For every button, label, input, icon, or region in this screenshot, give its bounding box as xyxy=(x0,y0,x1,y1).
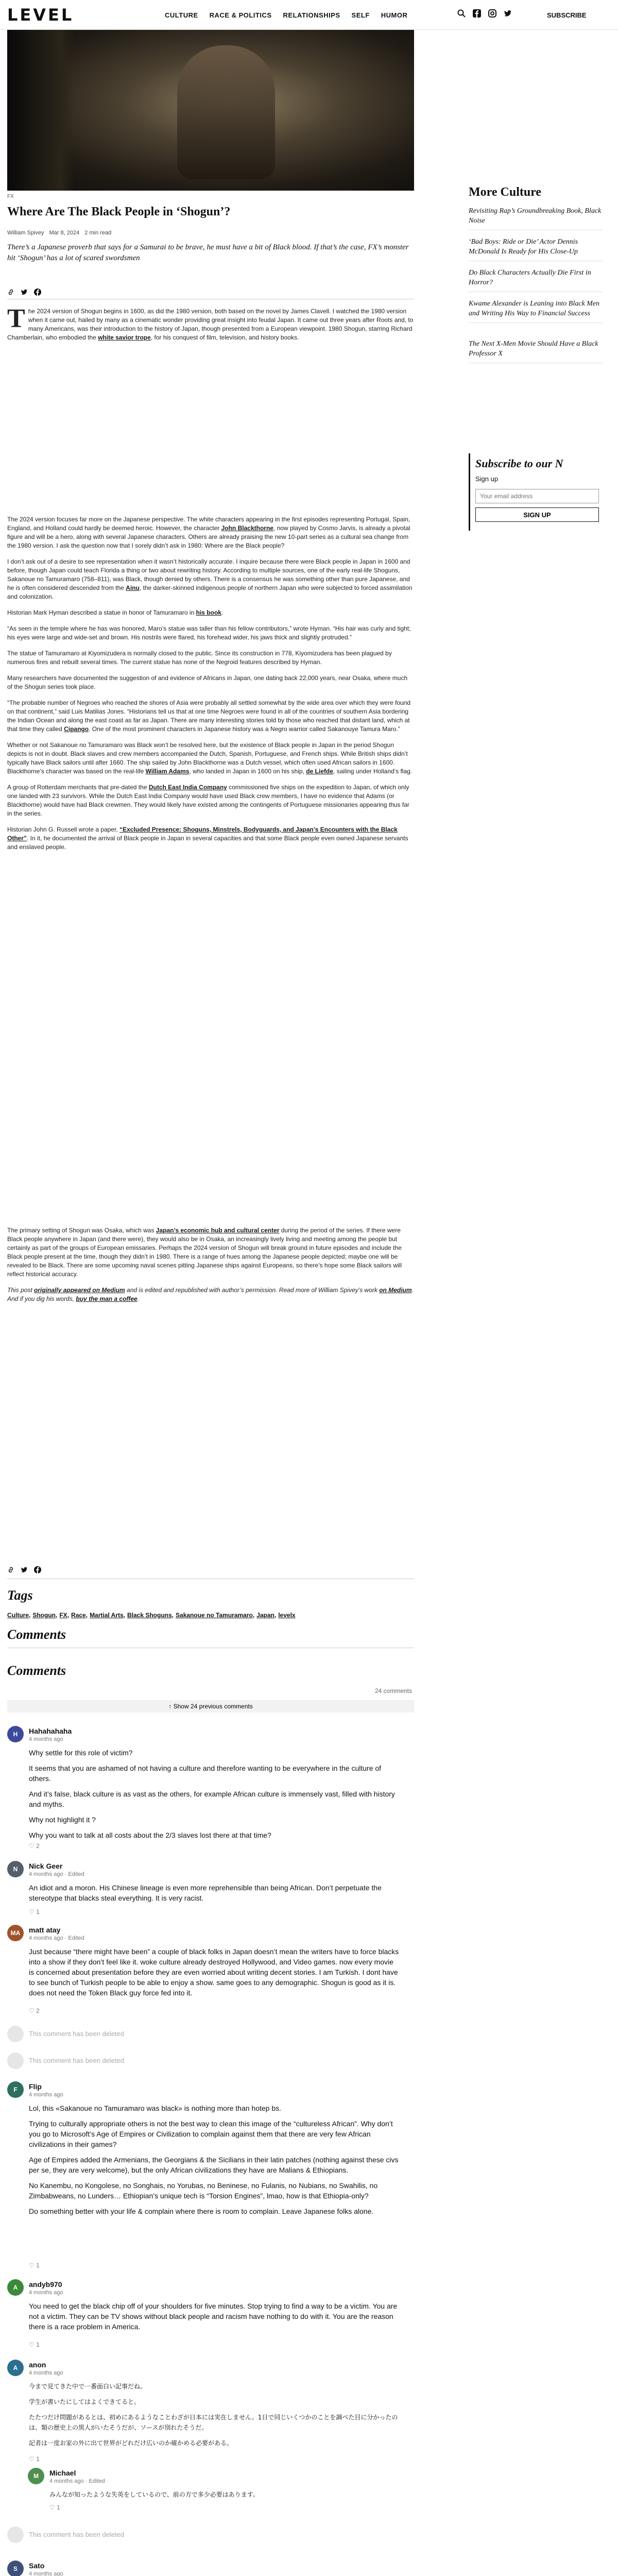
twitter-icon[interactable] xyxy=(504,9,512,20)
tag-shogun[interactable]: Shogun, xyxy=(32,1612,58,1619)
nav-relationships[interactable]: RELATIONSHIPS xyxy=(283,11,340,19)
comment xyxy=(7,1861,414,1918)
deleted-comment xyxy=(7,2024,414,2044)
paragraph-10: A group of Rotterdam merchants that pre-dated the Dutch East India Company commissioned five ships on the expedition to Japan, of which only one landed with 23 survivors. While the Dutch East India Company would have used Black crew members, I have no evidence that Adams (or Blackthorne) would have had Black crewmen. They would likely have existed among the contingents of Portuguese missionaries appearing thus far in the series. xyxy=(7,784,409,817)
sidebar-item-1[interactable]: Revisiting Rap’s Groundbreaking Book, Black Noise xyxy=(469,206,603,230)
comment-author[interactable]: matt atay xyxy=(29,1926,61,1934)
like-button[interactable]: ♡ 1 xyxy=(29,2262,40,2269)
comment-author[interactable]: Sato xyxy=(29,2562,45,2570)
comment xyxy=(7,2360,414,2463)
like-button[interactable]: ♡ 1 xyxy=(29,2455,40,2463)
comment-reply xyxy=(28,2468,414,2519)
like-button[interactable]: ♡ 1 xyxy=(29,2341,40,2348)
site-logo[interactable]: LEVEL xyxy=(7,5,74,25)
comment xyxy=(7,2279,414,2351)
comment-time: 4 months ago xyxy=(29,2370,63,2376)
paragraph-9: Whether or not Sakanoue no Tamuramaro was Black won’t be resolved here, but the existence of Black people in Japan in the period Shogun depicts is not in doubt. Black slaves and crew members accompanied the Dutch, Spanish, Portuguese, and French ships. While British ships didn’t typically have Black sailors until after 1660. The ship sailed by John Blackthorne was a Dutch vessel, which often used African sailors in 1600. Blackthorne’s character was based on the real-life William Adams, who landed in Japan in 1600 on his ship, de Liefde, sailing under Holland’s flag. xyxy=(7,741,413,775)
avatar: S xyxy=(7,2561,24,2576)
tag-japan[interactable]: Japan, xyxy=(256,1612,277,1619)
paragraph-6: The statue of Tamuramaro at Kiyomizudera is normally closed to the public. Since its construction in 778, Kiyomizudera has been plagued by numerous fires and rebuilt several times. The current statue has none of the Negroid features described by Hyman. xyxy=(7,650,392,666)
comment xyxy=(7,1925,414,2018)
cipango-link[interactable]: Cipango xyxy=(64,725,89,733)
hero-figure xyxy=(177,45,275,179)
instagram-icon[interactable] xyxy=(488,9,496,20)
comment-time: 4 months ago xyxy=(29,2290,63,2296)
byline xyxy=(7,230,111,236)
medium-origin-link[interactable]: originally appeared on Medium xyxy=(34,1286,125,1294)
tag-fx[interactable]: FX, xyxy=(59,1612,70,1619)
like-button[interactable]: ♡ 2 xyxy=(29,2007,40,2014)
tag-culture[interactable]: Culture, xyxy=(7,1612,31,1619)
avatar: A xyxy=(7,2360,24,2376)
nav-humor[interactable]: HUMOR xyxy=(381,11,408,19)
newsletter-subtext: Sign up xyxy=(475,475,499,483)
comment-author[interactable]: Hahahahaha xyxy=(29,1727,72,1735)
share-bar xyxy=(7,289,41,297)
dutch-east-india-link[interactable]: Dutch East India Company xyxy=(148,784,227,791)
comment-time: 4 months ago xyxy=(29,1736,63,1742)
paragraph-11: Historian John G. Russell wrote a paper, “Excluded Presence: Shoguns, Minstrels, Bodyguards, and Japan’s Encounters with the Black Other”. In it, he documented the arrival of Black people in Japan in several capacities and that some Black people even owned Japanese servants and enslaved people. xyxy=(7,826,408,851)
hero-shadow xyxy=(7,30,74,191)
excluded-presence-link[interactable]: “Excluded Presence: Shoguns, Minstrels, Bodyguards, and Japan’s Encounters with the Black Other” xyxy=(7,826,398,842)
comment-count: 24 comments xyxy=(374,1687,412,1694)
comment-time: 4 months ago · Edited xyxy=(49,2478,105,2484)
deleted-comment-text: This comment has been deleted xyxy=(29,2531,124,2538)
like-button[interactable]: ♡ 2 xyxy=(29,1842,40,1850)
comment-body: Why settle for this role of victim? It seems that you are ashamed of not having a culture and therefore wanting to be everywhere in the culture of others. And it’s false, black culture is as vast as the others, for example African culture is immensely vast, filled with history and myths. Why not highlight it ? Why you want to talk at all costs about the 2/3 slaves lost there at that time? xyxy=(29,1749,395,1839)
sidebar-item-5[interactable]: The Next X-Men Movie Should Have a Black Professor X xyxy=(469,339,603,363)
tag-list xyxy=(7,1612,296,1619)
paragraph-8: “The probable number of Negroes who reached the shores of Asia were probably all settled somewhat by the wide area over which they were found on that continent,” said Luis Matilias Jones. “Historians tell us that at one time Negroes were found in all of the countries of southern Asia bordering the Indian Ocean and along the east coast as far as Japan. There are many interesting stories told by those who reached that distant land, which at that time they called Cipango. One of the most prominent characters in Japanese history was a Negro warrior called Sakanouye Tamura Maro.” xyxy=(7,699,411,733)
deleted-comment-text: This comment has been deleted xyxy=(29,2030,124,2038)
sidebar-item-3[interactable]: Do Black Characters Actually Die First in Horror? xyxy=(469,268,603,292)
facebook-icon[interactable] xyxy=(473,9,481,20)
comment-author[interactable]: Flip xyxy=(29,2082,42,2091)
comments-section-heading: Comments xyxy=(7,1663,66,1678)
comment-time: 4 months ago · Edited xyxy=(29,1871,84,1877)
facebook-share-icon[interactable] xyxy=(34,1566,41,1575)
tags-heading: Tags xyxy=(7,1588,33,1603)
facebook-share-icon[interactable] xyxy=(34,289,41,297)
newsletter-box xyxy=(469,453,603,531)
article-intro xyxy=(7,304,414,342)
footer-share-bar xyxy=(7,1566,41,1575)
comment-body: みんなが知ったような失英をしているので、前の方で多少必要はあります。 xyxy=(49,2491,259,2498)
main-nav xyxy=(165,11,407,19)
avatar: M xyxy=(28,2468,44,2484)
sidebar-item-2[interactable]: ‘Bad Boys: Ride or Die’ Actor Dennis McDonald Is Ready for His Close-Up xyxy=(469,237,603,261)
like-button[interactable]: ♡ 1 xyxy=(49,2504,60,2511)
paragraph-1: The 2024 version of Shogun begins in 1600, as did the 1980 version, both based on the novel by James Clavell. I watched the 1980 version when it came out, hailed by many as a cinematic wonder providing great insight into feudal Japan. It came out three years after Roots and, to many Americans, was their introduction to the history of Japan, though presented from a European viewpoint. 1980 Shogun, starring Richard Chamberlain, who embodied the white savior trope, for his conquest of film, television, and history books. xyxy=(7,304,414,341)
comment xyxy=(7,2561,414,2576)
sidebar-title: More Culture xyxy=(469,185,542,199)
read-time: 2 min read xyxy=(84,230,112,236)
author-name[interactable]: William Spivey xyxy=(7,230,44,236)
image-caption: FX xyxy=(7,194,14,199)
paragraph-7: Many researchers have documented the suggestion of and evidence of Africans in Japan, one dating back 22,000 years, near Osaka, where much of the Shogun series took place. xyxy=(7,674,408,690)
avatar: F xyxy=(7,2081,24,2098)
link-icon[interactable] xyxy=(7,1566,14,1575)
article-title: Where Are The Black People in ‘Shogun’? xyxy=(7,205,231,218)
white-savior-link[interactable]: white savior trope xyxy=(98,334,151,341)
sign-up-button[interactable]: SIGN UP xyxy=(475,507,599,522)
sidebar-item-4[interactable]: Kwame Alexander is Leaning into Black Men and Writing His Way to Financial Success xyxy=(469,299,603,323)
article-conclusion xyxy=(7,1226,414,1303)
medium-author-link[interactable]: on Medium xyxy=(379,1286,412,1294)
comments-heading: Comments xyxy=(7,1627,66,1642)
newsletter-heading: Subscribe to our N xyxy=(475,457,563,470)
his-book-link[interactable]: his book xyxy=(196,609,221,616)
comment-body: An idiot and a moron. His Chinese lineage is even more reprehensible than being African. Don’t perpetuate the stereotype that blacks steal everything. It is very racist. xyxy=(29,1884,382,1902)
deleted-comment xyxy=(7,2524,414,2545)
tag-sakanoue[interactable]: Sakanoue no Tamuramaro, xyxy=(176,1612,255,1619)
buy-coffee-link[interactable]: buy the man a coffee xyxy=(76,1295,138,1302)
article-subtitle: There’s a Japanese proverb that says for a Samurai to be brave, he must have a bit of Black blood. If that’s the case, FX’s monster hit ‘Shogun’ has a lot of scared swordsmen xyxy=(7,243,409,262)
email-input[interactable] xyxy=(475,489,599,503)
paragraph-12: The primary setting of Shogun was Osaka, which was Japan’s economic hub and cultural center during the period of the series. If there were Black people anywhere in Japan (and there were), they would also be in Osaka, an increasingly lively living and meeting among the people but certainly as part of the groups of European emissaries. Perhaps the 2024 version of Shogun will break ground in future episodes and include the Black people present at the time, though they didn’t in 1980. There is a range of hues among the Japanese people depicted; maybe one will be revealed to be Black. There are some upcoming naval scenes pitting Japanese ships against Europeans, so there’s hope some Black sailors will reflect historical accuracy. xyxy=(7,1227,402,1278)
comment-body: 今まで見てきた中で一番面白い記事だね。 学生が書いたにしてはよくできてると。 たたつだけ問題があるとは、初めにあるようなことわざが日本には実在しません。1日で同じいくつかのことを調べた目に分かったのは、類の歴史上の黒人がいたそうだが、ソースが別れたそうだ。 記者は一度お家の外に出て世界がどれだけ広いのか確かめる必要がある。 xyxy=(29,2383,398,2447)
search-icon[interactable] xyxy=(457,9,466,20)
tag-black-shoguns[interactable]: Black Shoguns, xyxy=(127,1612,174,1619)
avatar: MA xyxy=(7,1925,24,1941)
avatar: A xyxy=(7,2279,24,2296)
avatar-placeholder xyxy=(7,2053,24,2069)
twitter-share-icon[interactable] xyxy=(21,289,28,297)
comment-time: 4 months ago xyxy=(29,2571,63,2576)
john-blackthorne-link[interactable]: John Blackthorne xyxy=(221,524,273,532)
paragraph-5: “As seen in the temple where he has was honored, Maro’s statue was taller than his fellow contributors,” wrote Hyman. “His hair was curly and tight; his eyes were large and wide-set and brown. His nostrils were flared, his forehead wider, his jaws thick and slightly protruded.” xyxy=(7,625,411,641)
nav-self[interactable]: SELF xyxy=(351,11,370,19)
tag-martial-arts[interactable]: Martial Arts, xyxy=(90,1612,125,1619)
avatar: N xyxy=(7,1861,24,1877)
economic-hub-link[interactable]: Japan’s economic hub and cultural center xyxy=(156,1227,280,1234)
paragraph-4: Historian Mark Hyman described a statue in honor of Tamuramaro in his book. xyxy=(7,609,224,616)
deleted-comment xyxy=(7,2050,414,2071)
comment xyxy=(7,2081,414,2272)
comment-body: You need to get the black chip off of your shoulders for five minutes. Stop trying to find a way to be a victim. You are not a victim. They can be TV shows without black people and racism have nothing to do with it. You are the reason there is a race problem in America. xyxy=(29,2302,398,2331)
republish-note: This post originally appeared on Medium and is edited and republished with author’s permission. Read more of William Spivey’s work on Medium. And if you dig his words, buy the man a coffee. xyxy=(7,1286,414,1302)
publish-date: Mar 8, 2024 xyxy=(49,230,80,236)
subscribe-link[interactable]: SUBSCRIBE xyxy=(547,11,587,19)
comment-time: 4 months ago · Edited xyxy=(29,1935,84,1941)
link-icon[interactable] xyxy=(7,289,14,297)
comment-author[interactable]: anon xyxy=(29,2361,46,2369)
william-adams-link[interactable]: William Adams xyxy=(145,768,190,775)
de-liefde-link[interactable]: de Liefde xyxy=(306,768,333,775)
twitter-share-icon[interactable] xyxy=(21,1566,28,1575)
comment xyxy=(7,1726,414,1855)
deleted-comment-text: This comment has been deleted xyxy=(29,2057,124,2064)
comment-author[interactable]: andyb970 xyxy=(29,2280,62,2289)
paragraph-3: I don’t ask out of a desire to see representation when it wasn’t historically accurate. I inquire because there were Black people in Japan in 1600 and before, though Japan could teach Florida a thing or two about rewriting history. According to multiple sources, one of the early real-life Shoguns, Sakanoue no Tamuramaro (758–811), was Black, though denied by others. There is a consensus he was something other than pure Japanese, and he is often considered descended from the Ainu, the darker-skinned indigenous people of northern Japan who were subjected to forced assimilation and colonization. xyxy=(7,558,413,600)
comment-author[interactable]: Nick Geer xyxy=(29,1862,63,1870)
like-button[interactable]: ♡ 1 xyxy=(29,1908,40,1916)
site-header xyxy=(0,0,618,30)
comment-time: 4 months ago xyxy=(29,2092,63,2098)
avatar-placeholder xyxy=(7,2527,24,2543)
avatar: H xyxy=(7,1726,24,1742)
ainu-link[interactable]: Ainu xyxy=(126,584,140,591)
show-previous-comments-button[interactable]: ↑ Show 24 previous comments xyxy=(7,1700,414,1713)
paragraph-2: The 2024 version focuses far more on the Japanese perspective. The white characters appearing in the first episodes representing Portugal, Spain, England, and Holland could hardly be deemed heroic. However, the character John Blackthorne, now played by Cosmo Jarvis, is already a pivotal figure and will be a hero, along with several Japanese characters. Others are already praising the new 10-part series as a cultural sea change from the 1980 version. I ask the question now that I sorely didn’t ask in 1980: Where are the Black people? xyxy=(7,516,410,549)
comment-body: Lol, this «Sakanoue no Tamuramaro was black» is nothing more than hotep bs. Trying to culturally appropriate others is not the best way to clean this image of the “cultureless African”. Why don’t you go to Microsoft’s Age of Empires or Civilization to complain against them that there are very few African civilizations in their games? Age of Empires added the Armenians, the Georgians & the Sicilians in their latin patches (nothing against these civs per se, they are very welcome), but the only African civilizations they have are Malians & Ethiopians. No Kanembu, no Kongolese, no Songhais, no Yorubas, no Beninese, no Fulanis, no Nubians, no Swahilis, no Zimbabweans, no Lunders… Ethiopian’s unique tech is “Torsion Engines”, lmao, how is that Ethiopia-only? Do something better with your life & complain where there is room to complain. Leave Japanese folks alone. xyxy=(29,2104,399,2215)
hero-image xyxy=(7,30,414,191)
tag-levelx[interactable]: levelx xyxy=(278,1612,296,1619)
article-body xyxy=(7,515,414,859)
tag-race[interactable]: Race, xyxy=(71,1612,88,1619)
comment-body: Just because “there might have been” a couple of black folks in Japan doesn’t mean the writers have to force blacks into a show if they don’t feel like it. woke culture already destroyed Hollywood, and Video games. now every movie is concerned about presentation before they are even worried about writing decent stories. I am Turkish. I dont have to see bunch of Turkish people to be able to enjoy a show. same goes to any demographic. Shogun is good as it is. does not need the Token Black guy force fed into it. xyxy=(29,1947,399,1997)
nav-race-politics[interactable]: RACE & POLITICS xyxy=(209,11,272,19)
nav-culture[interactable]: CULTURE xyxy=(165,11,198,19)
avatar-placeholder xyxy=(7,2026,24,2042)
header-icons xyxy=(457,9,512,20)
drop-cap: T xyxy=(7,304,25,333)
comment-author[interactable]: Michael xyxy=(49,2469,76,2477)
